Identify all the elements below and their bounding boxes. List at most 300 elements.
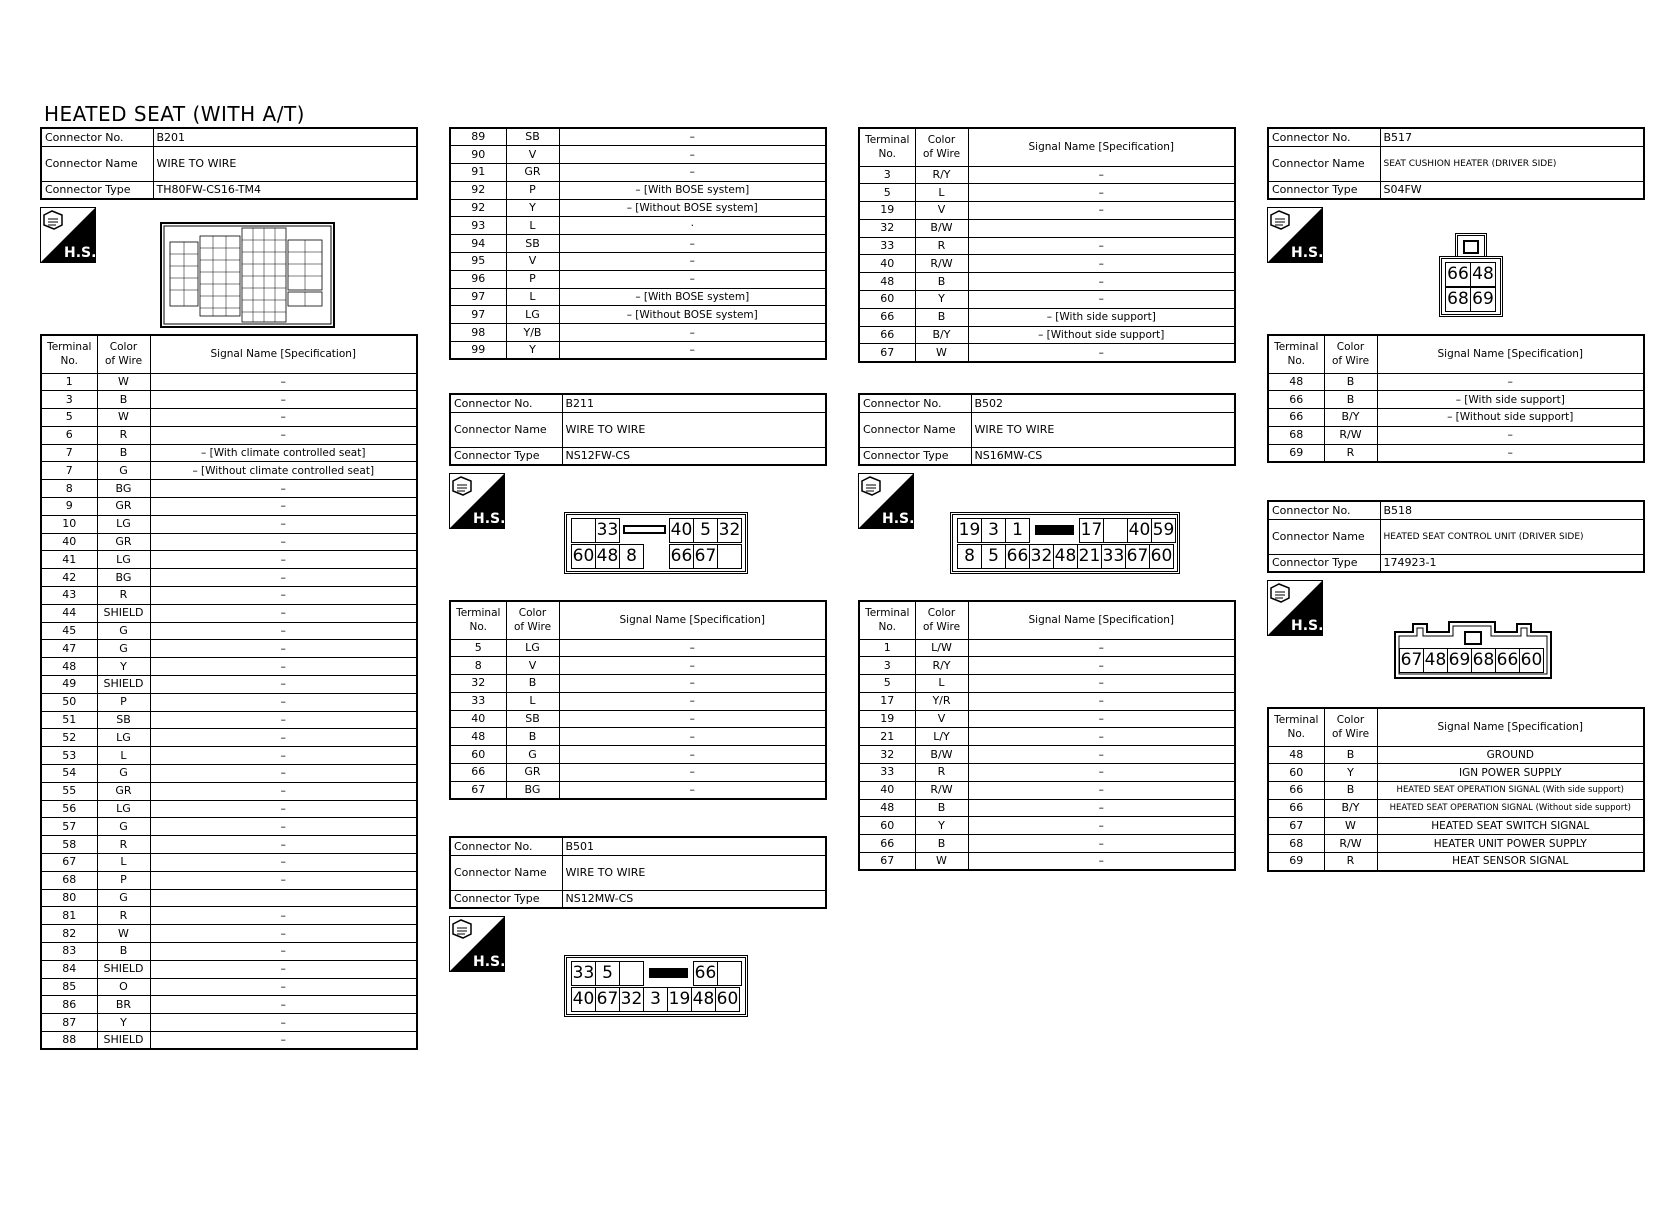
- color-cell: SHIELD: [97, 604, 150, 622]
- signal-cell: –: [559, 253, 826, 271]
- pin: 5: [981, 544, 1006, 569]
- svg-text:H.S.: H.S.: [473, 954, 505, 970]
- terminal-cell: 69: [1268, 444, 1324, 462]
- table-row: [41, 515, 417, 533]
- color-cell: BR: [97, 996, 150, 1014]
- signal-cell: –: [150, 925, 417, 943]
- color-cell: L: [97, 747, 150, 765]
- signal-cell: –: [559, 710, 826, 728]
- table-row: [450, 675, 826, 693]
- signal-cell: –: [559, 235, 826, 253]
- signal-cell: –: [968, 344, 1235, 362]
- table-row: [450, 199, 826, 217]
- color-cell: Y/B: [506, 324, 559, 342]
- connector-no-label: Connector No.: [450, 394, 562, 412]
- connector-name-value: WIRE TO WIRE: [562, 412, 826, 447]
- connector-no-label: Connector No.: [859, 394, 971, 412]
- color-cell: W: [1324, 817, 1377, 835]
- b211-connector-face: [564, 512, 748, 574]
- color-cell: B: [506, 675, 559, 693]
- table-row: [41, 960, 417, 978]
- color-cell: Y: [915, 291, 968, 309]
- terminal-cell: 88: [41, 1031, 97, 1049]
- signal-cell: –: [968, 255, 1235, 273]
- color-header: Color of Wire: [1324, 335, 1377, 373]
- table-row: [859, 344, 1235, 362]
- pin: 48: [691, 987, 716, 1012]
- signal-cell: HEATER UNIT POWER SUPPLY: [1377, 835, 1644, 853]
- pin: 33: [1101, 544, 1126, 569]
- color-cell: R: [1324, 853, 1377, 871]
- signal-cell: –: [150, 907, 417, 925]
- signal-cell: –: [968, 817, 1235, 835]
- signal-cell: –: [559, 675, 826, 693]
- color-cell: R/W: [1324, 835, 1377, 853]
- table-row: [450, 306, 826, 324]
- terminal-cell: 48: [859, 799, 915, 817]
- signal-cell: –: [1377, 426, 1644, 444]
- connector-type-value: NS16MW-CS: [971, 447, 1235, 465]
- terminal-cell: 3: [41, 391, 97, 409]
- table-row: [450, 657, 826, 675]
- terminal-cell: 8: [41, 480, 97, 498]
- pin: 33: [571, 961, 596, 986]
- signal-cell: –: [150, 871, 417, 889]
- signal-header: Signal Name [Specification]: [1377, 335, 1644, 373]
- b502-connector-face: [950, 512, 1180, 574]
- table-row: [41, 622, 417, 640]
- signal-cell: –: [150, 711, 417, 729]
- b501-connector-face: [564, 955, 748, 1017]
- color-cell: B: [915, 835, 968, 853]
- connector-name-label: Connector Name: [1268, 519, 1380, 554]
- connector-name-value: WIRE TO WIRE: [153, 146, 417, 181]
- pin: 48: [1053, 544, 1078, 569]
- terminal-cell: 33: [450, 692, 506, 710]
- signal-cell: –: [150, 800, 417, 818]
- pin: 48: [1470, 262, 1496, 287]
- terminal-cell: 68: [1268, 835, 1324, 853]
- color-cell: V: [506, 657, 559, 675]
- color-cell: LG: [97, 551, 150, 569]
- color-cell: V: [506, 253, 559, 271]
- svg-text:H.S.: H.S.: [882, 511, 914, 527]
- table-row: [450, 270, 826, 288]
- terminal-cell: 81: [41, 907, 97, 925]
- color-cell: G: [97, 765, 150, 783]
- table-row: [859, 799, 1235, 817]
- signal-cell: –: [1377, 444, 1644, 462]
- table-row: [41, 569, 417, 587]
- connector-info-b517: [1267, 127, 1645, 200]
- color-cell: L: [915, 675, 968, 693]
- table-row: [41, 604, 417, 622]
- signal-cell: –: [559, 781, 826, 799]
- signal-cell: –: [150, 1014, 417, 1032]
- terminal-cell: 98: [450, 324, 506, 342]
- connector-type-label: Connector Type: [1268, 554, 1380, 572]
- harness-side-icon: [449, 916, 505, 972]
- signal-cell: –: [150, 747, 417, 765]
- color-cell: SB: [97, 711, 150, 729]
- terminal-cell: 57: [41, 818, 97, 836]
- table-row: [41, 729, 417, 747]
- table-row: [41, 676, 417, 694]
- table-row: [41, 747, 417, 765]
- terminal-cell: 58: [41, 836, 97, 854]
- terminal-cell: 47: [41, 640, 97, 658]
- table-row: [450, 692, 826, 710]
- color-cell: Y/R: [915, 692, 968, 710]
- signal-cell: –: [150, 498, 417, 516]
- connector-type-value: NS12FW-CS: [562, 447, 826, 465]
- terminal-cell: 85: [41, 978, 97, 996]
- pin: 48: [1423, 648, 1448, 673]
- table-row: [41, 426, 417, 444]
- terminal-cell: 48: [859, 273, 915, 291]
- pin: 68: [1445, 287, 1471, 312]
- terminal-cell: 68: [41, 871, 97, 889]
- pin: [717, 961, 742, 986]
- table-row: [450, 235, 826, 253]
- pin: 32: [1029, 544, 1054, 569]
- terminal-header: Terminal No.: [859, 128, 915, 166]
- table-row: [41, 800, 417, 818]
- color-header: Color of Wire: [506, 601, 559, 639]
- table-row: [859, 202, 1235, 220]
- table-row: [859, 291, 1235, 309]
- color-cell: GR: [97, 782, 150, 800]
- signal-cell: – [Without side support]: [968, 326, 1235, 344]
- signal-cell: –: [150, 996, 417, 1014]
- terminal-cell: 1: [41, 373, 97, 391]
- table-row: [859, 166, 1235, 184]
- connector-type-label: Connector Type: [41, 181, 153, 199]
- connector-no-label: Connector No.: [1268, 501, 1380, 519]
- connector-name-value: WIRE TO WIRE: [562, 855, 826, 890]
- terminal-cell: 6: [41, 426, 97, 444]
- terminal-cell: 80: [41, 889, 97, 907]
- svg-text:H.S.: H.S.: [1291, 245, 1323, 261]
- table-row: [450, 764, 826, 782]
- terminal-cell: 3: [859, 166, 915, 184]
- terminal-cell: 53: [41, 747, 97, 765]
- table-row: [450, 128, 826, 146]
- terminal-cell: 54: [41, 765, 97, 783]
- connector-type-label: Connector Type: [450, 447, 562, 465]
- table-row: [1268, 853, 1644, 871]
- terminal-cell: 69: [1268, 853, 1324, 871]
- color-cell: B: [1324, 373, 1377, 391]
- terminal-cell: 60: [859, 817, 915, 835]
- color-cell: Y: [1324, 764, 1377, 782]
- color-cell: B/Y: [1324, 799, 1377, 817]
- table-row: [1268, 391, 1644, 409]
- pin: 69: [1470, 287, 1496, 312]
- table-row: [41, 836, 417, 854]
- table-row: [859, 675, 1235, 693]
- hs-label: H.S.: [64, 245, 96, 261]
- color-cell: Y: [506, 342, 559, 360]
- table-row: [859, 710, 1235, 728]
- connector-name-value: HEATED SEAT CONTROL UNIT (DRIVER SIDE): [1380, 519, 1644, 554]
- terminal-cell: 66: [450, 764, 506, 782]
- table-row: [1268, 746, 1644, 764]
- color-cell: R/W: [915, 781, 968, 799]
- terminal-cell: 3: [859, 657, 915, 675]
- signal-cell: –: [150, 818, 417, 836]
- table-row: [859, 639, 1235, 657]
- terminal-cell: 90: [450, 146, 506, 164]
- terminal-cell: 66: [859, 326, 915, 344]
- terminal-cell: 87: [41, 1014, 97, 1032]
- connector-info-b502: [858, 393, 1236, 466]
- pin: 67: [1399, 648, 1424, 673]
- table-row: [450, 146, 826, 164]
- table-row: [41, 373, 417, 391]
- b201-connector-face: [160, 222, 335, 330]
- terminal-cell: 95: [450, 253, 506, 271]
- pin: 66: [669, 544, 694, 569]
- color-cell: W: [915, 853, 968, 871]
- pin: 3: [643, 987, 668, 1012]
- color-cell: R/Y: [915, 657, 968, 675]
- connector-info-b211: [449, 393, 827, 466]
- table-row: [41, 943, 417, 961]
- connector-type-value: 174923-1: [1380, 554, 1644, 572]
- table-row: [450, 181, 826, 199]
- table-row: [450, 728, 826, 746]
- table-row: [859, 728, 1235, 746]
- pin-blank: [619, 518, 670, 543]
- signal-header: Signal Name [Specification]: [559, 601, 826, 639]
- table-row: [859, 326, 1235, 344]
- color-cell: B: [915, 273, 968, 291]
- table-row: [41, 640, 417, 658]
- signal-cell: –: [150, 409, 417, 427]
- table-row: [41, 818, 417, 836]
- signal-cell: –: [150, 515, 417, 533]
- table-row: [1268, 444, 1644, 462]
- terminal-cell: 66: [1268, 782, 1324, 800]
- color-cell: GR: [97, 498, 150, 516]
- terminal-cell: 5: [41, 409, 97, 427]
- table-row: [450, 217, 826, 235]
- signal-cell: –: [150, 782, 417, 800]
- signal-cell: –: [559, 164, 826, 182]
- table-row: [450, 164, 826, 182]
- terminal-cell: 60: [450, 746, 506, 764]
- signal-header: Signal Name [Specification]: [968, 601, 1235, 639]
- table-row: [859, 219, 1235, 237]
- color-cell: R: [97, 836, 150, 854]
- connector-type-label: Connector Type: [450, 890, 562, 908]
- signal-cell: –: [150, 676, 417, 694]
- terminal-cell: 89: [450, 128, 506, 146]
- pin: 67: [1125, 544, 1150, 569]
- table-row: [1268, 817, 1644, 835]
- color-cell: B: [97, 444, 150, 462]
- table-row: [41, 996, 417, 1014]
- table-row: [41, 462, 417, 480]
- connector-name-label: Connector Name: [41, 146, 153, 181]
- table-row: [859, 184, 1235, 202]
- table-row: [450, 253, 826, 271]
- terminal-cell: 67: [859, 344, 915, 362]
- signal-cell: –: [1377, 373, 1644, 391]
- signal-cell: –: [559, 324, 826, 342]
- terminal-cell: 43: [41, 587, 97, 605]
- terminal-cell: 32: [859, 219, 915, 237]
- color-cell: P: [506, 270, 559, 288]
- signal-cell: –: [559, 342, 826, 360]
- b517-terminal-table: [1267, 334, 1645, 463]
- terminal-cell: 48: [1268, 373, 1324, 391]
- table-row: [859, 657, 1235, 675]
- color-header: Color of Wire: [97, 335, 150, 373]
- pin: 19: [957, 518, 982, 543]
- terminal-cell: 97: [450, 288, 506, 306]
- color-cell: B/W: [915, 746, 968, 764]
- connector-type-value: S04FW: [1380, 181, 1644, 199]
- signal-cell: –: [968, 853, 1235, 871]
- pin: 19: [667, 987, 692, 1012]
- color-cell: LG: [506, 639, 559, 657]
- color-cell: BG: [506, 781, 559, 799]
- table-row: [859, 817, 1235, 835]
- pin: 17: [1079, 518, 1104, 543]
- signal-cell: –: [968, 675, 1235, 693]
- color-cell: Y: [97, 1014, 150, 1032]
- pin: 66: [1005, 544, 1030, 569]
- connector-name-value: WIRE TO WIRE: [971, 412, 1235, 447]
- table-row: [41, 444, 417, 462]
- color-cell: V: [506, 146, 559, 164]
- signal-cell: –: [968, 799, 1235, 817]
- signal-cell: –: [559, 270, 826, 288]
- table-row: [41, 782, 417, 800]
- signal-cell: –: [150, 373, 417, 391]
- harness-side-icon: [1267, 580, 1323, 636]
- table-row: [859, 255, 1235, 273]
- color-cell: L: [506, 217, 559, 235]
- terminal-cell: 7: [41, 444, 97, 462]
- signal-cell: –: [150, 391, 417, 409]
- signal-cell: –: [968, 184, 1235, 202]
- harness-side-icon: [858, 473, 914, 529]
- terminal-cell: 92: [450, 181, 506, 199]
- table-row: [1268, 799, 1644, 817]
- terminal-header: Terminal No.: [1268, 335, 1324, 373]
- color-cell: R: [97, 907, 150, 925]
- table-row: [859, 308, 1235, 326]
- table-row: [41, 889, 417, 907]
- signal-cell: –: [968, 273, 1235, 291]
- table-row: [1268, 373, 1644, 391]
- signal-cell: – [Without BOSE system]: [559, 306, 826, 324]
- color-cell: SHIELD: [97, 1031, 150, 1049]
- signal-cell: –: [150, 604, 417, 622]
- b211-terminal-table: [449, 600, 827, 800]
- connector-name-label: Connector Name: [1268, 146, 1380, 181]
- terminal-cell: 44: [41, 604, 97, 622]
- signal-cell: –: [968, 746, 1235, 764]
- pin: 8: [619, 544, 644, 569]
- connector-no-label: Connector No.: [41, 128, 153, 146]
- signal-cell: – [With BOSE system]: [559, 181, 826, 199]
- terminal-cell: 10: [41, 515, 97, 533]
- connector-type-label: Connector Type: [859, 447, 971, 465]
- connector-no-value: B518: [1380, 501, 1644, 519]
- pin: [717, 544, 742, 569]
- signal-cell: –: [150, 729, 417, 747]
- signal-cell: –: [150, 551, 417, 569]
- terminal-cell: 67: [859, 853, 915, 871]
- table-row: [41, 587, 417, 605]
- table-row: [41, 907, 417, 925]
- terminal-header: Terminal No.: [41, 335, 97, 373]
- color-cell: W: [97, 925, 150, 943]
- color-cell: LG: [97, 515, 150, 533]
- connector-name-label: Connector Name: [450, 412, 562, 447]
- signal-cell: –: [968, 291, 1235, 309]
- table-row: [41, 978, 417, 996]
- terminal-cell: 7: [41, 462, 97, 480]
- terminal-cell: 8: [450, 657, 506, 675]
- table-row: [1268, 782, 1644, 800]
- color-cell: L: [506, 692, 559, 710]
- signal-cell: –: [150, 1031, 417, 1049]
- color-cell: LG: [97, 800, 150, 818]
- color-header: Color of Wire: [1324, 708, 1377, 746]
- connector-no-label: Connector No.: [1268, 128, 1380, 146]
- table-row: [41, 533, 417, 551]
- pin: 60: [1519, 648, 1544, 673]
- color-cell: R/Y: [915, 166, 968, 184]
- connector-no-value: B502: [971, 394, 1235, 412]
- color-cell: GR: [97, 533, 150, 551]
- color-cell: L/W: [915, 639, 968, 657]
- signal-cell: –: [150, 640, 417, 658]
- terminal-cell: 40: [41, 533, 97, 551]
- table-row: [41, 1014, 417, 1032]
- color-cell: O: [97, 978, 150, 996]
- color-cell: V: [915, 710, 968, 728]
- color-cell: BG: [97, 480, 150, 498]
- color-cell: B: [97, 943, 150, 961]
- connector-info-b518: [1267, 500, 1645, 573]
- signal-cell: –: [559, 764, 826, 782]
- terminal-cell: 32: [450, 675, 506, 693]
- table-row: [41, 498, 417, 516]
- signal-cell: HEATED SEAT OPERATION SIGNAL (Without side support): [1377, 799, 1644, 817]
- harness-side-icon: [1267, 207, 1323, 263]
- pin: 67: [595, 987, 620, 1012]
- pin: 60: [715, 987, 740, 1012]
- color-cell: G: [97, 889, 150, 907]
- terminal-cell: 48: [450, 728, 506, 746]
- signal-cell: –: [150, 426, 417, 444]
- connector-name-value: SEAT CUSHION HEATER (DRIVER SIDE): [1380, 146, 1644, 181]
- signal-cell: GROUND: [1377, 746, 1644, 764]
- color-cell: B: [1324, 782, 1377, 800]
- color-cell: G: [97, 462, 150, 480]
- terminal-cell: 19: [859, 710, 915, 728]
- terminal-cell: 33: [859, 764, 915, 782]
- signal-cell: –: [150, 587, 417, 605]
- terminal-cell: 67: [41, 854, 97, 872]
- signal-cell: –: [150, 622, 417, 640]
